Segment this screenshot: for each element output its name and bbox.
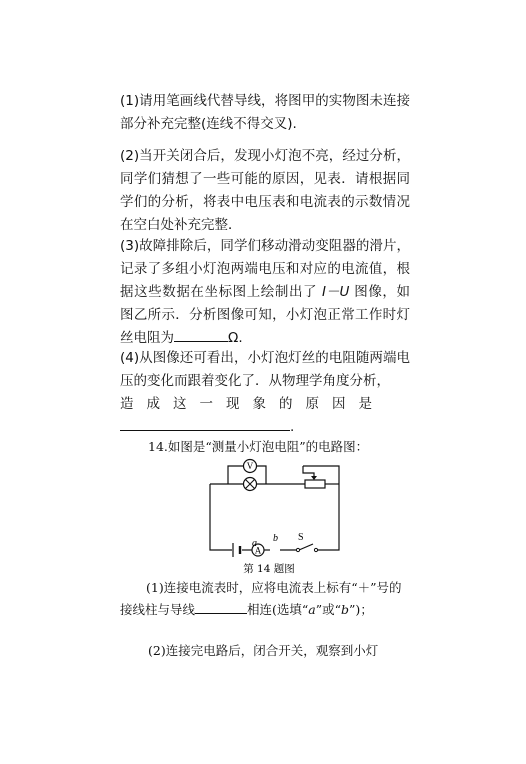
- q14-part1: (1)连接电流表时，应将电流表上标有“＋”号的接线柱与导线 相连(选填“a”或“b”)；: [120, 580, 402, 617]
- battery-icon: [233, 543, 240, 557]
- q13-part3: (3)故障排除后，同学们移动滑动变阻器的滑片，记录了多组小灯泡两端电压和对应的电流值，根据这些数据在坐标图上绘制出了 I－U 图像，如图乙所示．分析图像可知，小灯泡正常工作时灯丝电阻为 Ω.: [120, 238, 410, 346]
- circuit-diagram: [0, 455, 526, 585]
- q13-part2: (2)当开关闭合后，发现小灯泡不亮，经过分析，同学们猜想了一些可能的原因，见表．请根据同学们的分析，将表中电压表和电流表的示数情况在空白处补充完整．: [120, 148, 410, 233]
- q13-part1: (1)请用笔画线代替导线，将图甲的实物图未连接部分补充完整(连线不得交叉).: [120, 93, 410, 132]
- wire-blank: [195, 599, 247, 614]
- q13-part4: (4)从图像还可看出，小灯泡灯丝的电阻随两端电压的变化而跟着变化了．从物理学角度分析， 造成这一现象的原因是 .: [120, 350, 410, 435]
- terminal-a-label: a: [252, 538, 257, 549]
- figure-caption: 第 14 题图: [243, 563, 295, 575]
- switch-icon: [296, 548, 299, 551]
- rheostat-icon: [305, 480, 325, 488]
- q14-part2: (2)连接完电路后，闭合开关，观察到小灯: [148, 643, 379, 658]
- reason-blank: [120, 416, 290, 431]
- ammeter-label: A: [254, 545, 262, 556]
- iu-variable: I－U: [322, 284, 350, 300]
- q14-title: 14.如图是“测量小灯泡电阻”的电路图：: [148, 439, 369, 454]
- reason-prompt: 造成这一现象的原因是: [120, 396, 385, 412]
- switch-label: S: [298, 532, 304, 543]
- voltmeter-label: V: [246, 461, 254, 471]
- resistance-blank: [174, 327, 228, 342]
- terminal-b-label: b: [273, 533, 278, 544]
